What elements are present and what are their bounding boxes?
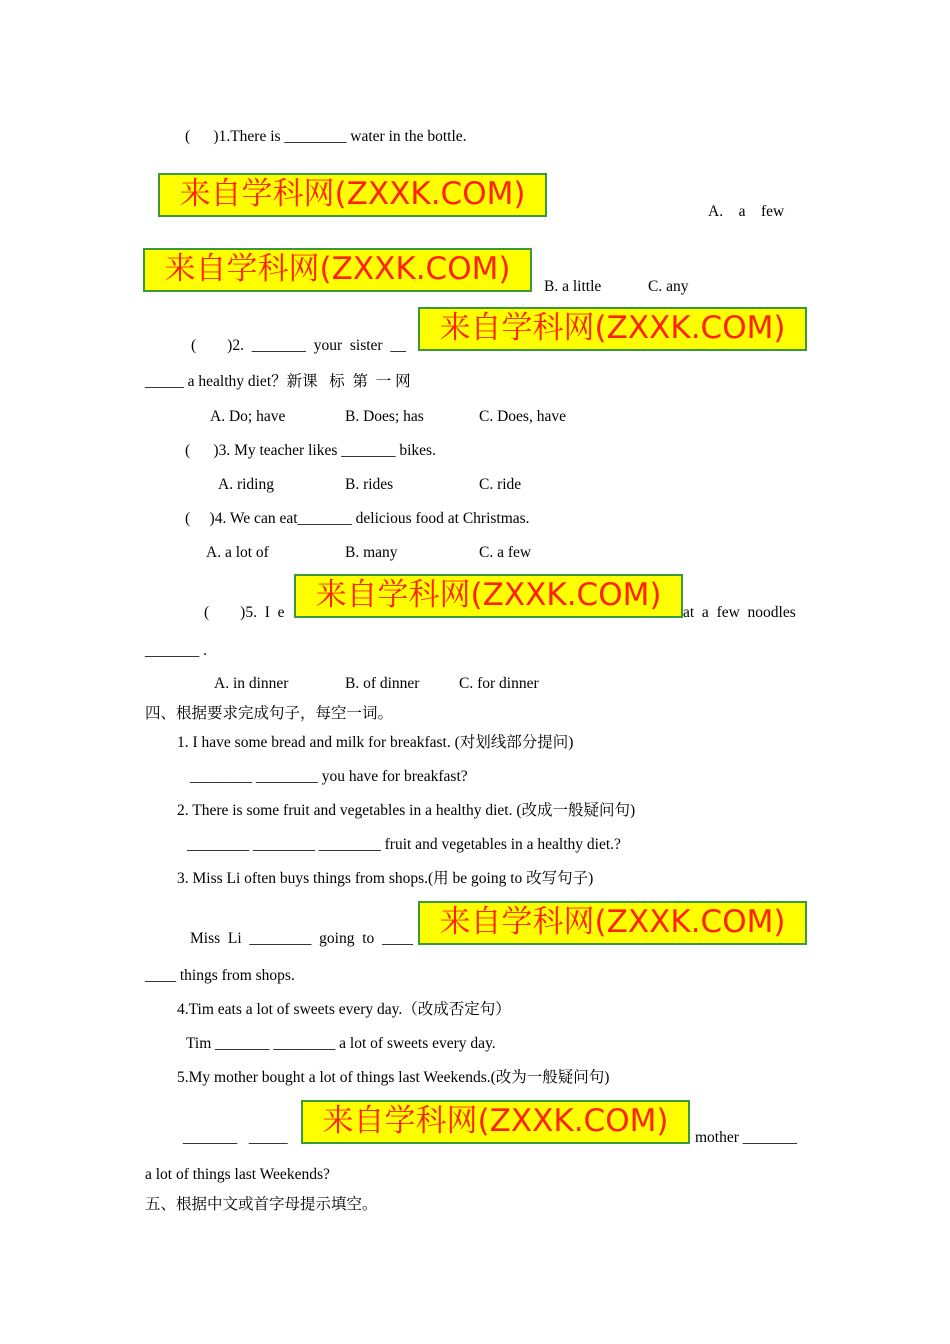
question-1-option-b: B. a little xyxy=(544,278,602,295)
sentence-4: 4.Tim eats a lot of sweets every day.（改成否定句） xyxy=(177,1001,511,1018)
section-4-heading: 四、根据要求完成句子，每空一词。 xyxy=(145,705,394,722)
question-5-option-c: C. for dinner xyxy=(459,675,539,692)
question-3-stem: ( )3. My teacher likes _______ bikes. xyxy=(185,442,436,459)
question-5-option-b: B. of dinner xyxy=(345,675,420,692)
watermark-banner: 来自学科网(ZXXK.COM) xyxy=(143,248,532,292)
question-1-option-c: C. any xyxy=(648,278,689,295)
question-3-option-c: C. ride xyxy=(479,476,522,493)
question-2-option-b: B. Does; has xyxy=(345,408,424,425)
sentence-5-answer-right: mother _______ xyxy=(695,1129,798,1146)
question-1-stem: ( )1.There is ________ water in the bottle. xyxy=(185,128,467,145)
question-2-option-c: C. Does, have xyxy=(479,408,566,425)
sentence-1-answer: ________ ________ you have for breakfast? xyxy=(190,768,468,785)
sentence-3-answer-continued: ____ things from shops. xyxy=(145,967,295,984)
watermark-banner: 来自学科网(ZXXK.COM) xyxy=(301,1100,690,1144)
sentence-5-answer-left: _______ _____ xyxy=(183,1129,288,1146)
question-2-option-a: A. Do; have xyxy=(210,408,286,425)
question-2-stem-continued: _____ a healthy diet？新课 标 第 一 网 xyxy=(145,373,411,390)
watermark-banner: 来自学科网(ZXXK.COM) xyxy=(294,574,683,618)
question-4-stem: ( )4. We can eat_______ delicious food at Christmas. xyxy=(185,510,530,527)
question-4-option-b: B. many xyxy=(345,544,398,561)
question-5-stem-right: at a few noodles xyxy=(683,604,796,621)
sentence-2: 2. There is some fruit and vegetables in a healthy diet. (改成一般疑问句) xyxy=(177,802,636,819)
watermark-banner: 来自学科网(ZXXK.COM) xyxy=(418,307,807,351)
question-4-option-a: A. a lot of xyxy=(206,544,269,561)
section-5-heading: 五、根据中文或首字母提示填空。 xyxy=(145,1196,378,1213)
question-4-option-c: C. a few xyxy=(479,544,532,561)
watermark-banner: 来自学科网(ZXXK.COM) xyxy=(158,173,547,217)
question-2-stem: ( )2. _______ your sister __ xyxy=(191,337,406,354)
sentence-3-answer: Miss Li ________ going to ____ xyxy=(190,930,414,947)
sentence-2-answer: ________ ________ ________ fruit and vegetables in a healthy diet.? xyxy=(187,836,621,853)
sentence-3: 3. Miss Li often buys things from shops.(用 be going to 改写句子) xyxy=(177,870,594,887)
watermark-banner: 来自学科网(ZXXK.COM) xyxy=(418,901,807,945)
question-5-stem-continued: _______ . xyxy=(145,642,207,659)
question-3-option-b: B. rides xyxy=(345,476,394,493)
sentence-5-answer-continued: a lot of things last Weekends? xyxy=(145,1166,330,1183)
question-5-option-a: A. in dinner xyxy=(214,675,289,692)
question-5-stem-left: ( )5. I e xyxy=(204,604,285,621)
sentence-4-answer: Tim _______ ________ a lot of sweets every day. xyxy=(186,1035,496,1052)
sentence-5: 5.My mother bought a lot of things last Weekends.(改为一般疑问句) xyxy=(177,1069,610,1086)
question-3-option-a: A. riding xyxy=(218,476,274,493)
sentence-1: 1. I have some bread and milk for breakfast. (对划线部分提问) xyxy=(177,734,574,751)
question-1-option-a: A. a few xyxy=(708,203,785,220)
